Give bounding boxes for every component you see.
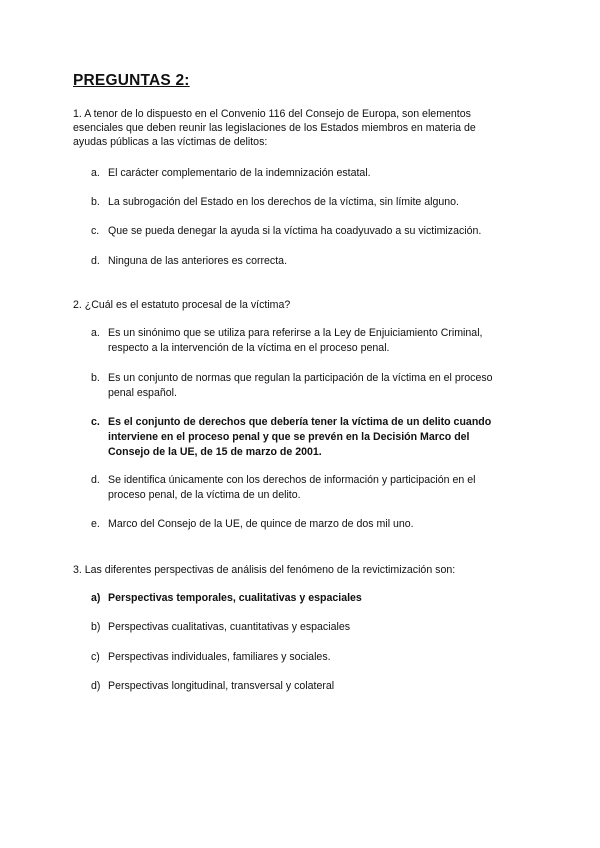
- option-label: b.: [91, 196, 100, 208]
- option-label: d): [91, 680, 101, 692]
- option-text: Es un conjunto de normas que regulan la participación de la víctima en el proceso penal español.: [108, 372, 493, 399]
- question-3-text: 3. Las diferentes perspectivas de análisis del fenómeno de la revictimización son:: [73, 564, 456, 576]
- question-3-option-c: [91, 650, 511, 665]
- question-1-option-b: [91, 195, 511, 210]
- option-text: Perspectivas temporales, cualitativas y espaciales: [108, 592, 362, 604]
- option-label: e.: [91, 518, 100, 530]
- option-label: c): [91, 651, 100, 663]
- question-2-option-d: [91, 473, 511, 503]
- option-text: Es el conjunto de derechos que debería tener la víctima de un delito cuando interviene en el proceso penal y que se prevén en la Decisión Marco del Consejo de la UE, de 15 de marzo de 2001.: [108, 416, 492, 458]
- option-label: b.: [91, 372, 100, 384]
- question-1-option-a: [91, 166, 511, 181]
- option-label: c.: [91, 225, 100, 237]
- question-2-option-e: [91, 517, 511, 532]
- option-text: Perspectivas cualitativas, cuantitativas y espaciales: [108, 621, 351, 633]
- question-1-option-c: [91, 224, 511, 239]
- option-text: Es un sinónimo que se utiliza para referirse a la Ley de Enjuiciamiento Criminal, respecto a la intervención de la víctima en el proceso penal.: [108, 327, 483, 354]
- option-label: a.: [91, 167, 100, 179]
- option-text: Perspectivas individuales, familiares y sociales.: [108, 651, 331, 663]
- option-label: b): [91, 621, 101, 633]
- option-label: a.: [91, 327, 100, 339]
- option-text: Marco del Consejo de la UE, de quince de marzo de dos mil uno.: [108, 518, 414, 530]
- question-2-text: 2. ¿Cuál es el estatuto procesal de la víctima?: [73, 299, 291, 311]
- option-label: d.: [91, 474, 100, 486]
- question-3-option-d: [91, 679, 511, 694]
- option-text: Que se pueda denegar la ayuda si la víctima ha coadyuvado a su victimización.: [108, 225, 482, 237]
- question-2-option-a: [91, 326, 511, 356]
- option-text: Perspectivas longitudinal, transversal y colateral: [108, 680, 335, 692]
- option-label: a): [91, 592, 101, 604]
- question-3-option-b: [91, 620, 511, 635]
- question-3-option-a-correct: [91, 591, 511, 606]
- option-text: Se identifica únicamente con los derechos de información y participación en el proceso penal, de la víctima de un delito.: [108, 474, 476, 501]
- option-text: La subrogación del Estado en los derechos de la víctima, sin límite alguno.: [108, 196, 459, 208]
- option-label: c.: [91, 416, 100, 428]
- question-1-text: 1. A tenor de lo dispuesto en el Convenio 116 del Consejo de Europa, son elementos esenciales que deben reunir las legislaciones de los Estados miembros en materia de ayudas públicas a las víctimas de delitos:: [73, 108, 476, 148]
- question-1-option-d: [91, 254, 511, 269]
- option-text: Ninguna de las anteriores es correcta.: [108, 255, 288, 267]
- question-2-option-b: [91, 371, 511, 401]
- page-title: PREGUNTAS 2:: [73, 72, 190, 89]
- question-2-option-c-correct: [91, 415, 511, 460]
- option-text: El carácter complementario de la indemnización estatal.: [108, 167, 371, 179]
- option-label: d.: [91, 255, 100, 267]
